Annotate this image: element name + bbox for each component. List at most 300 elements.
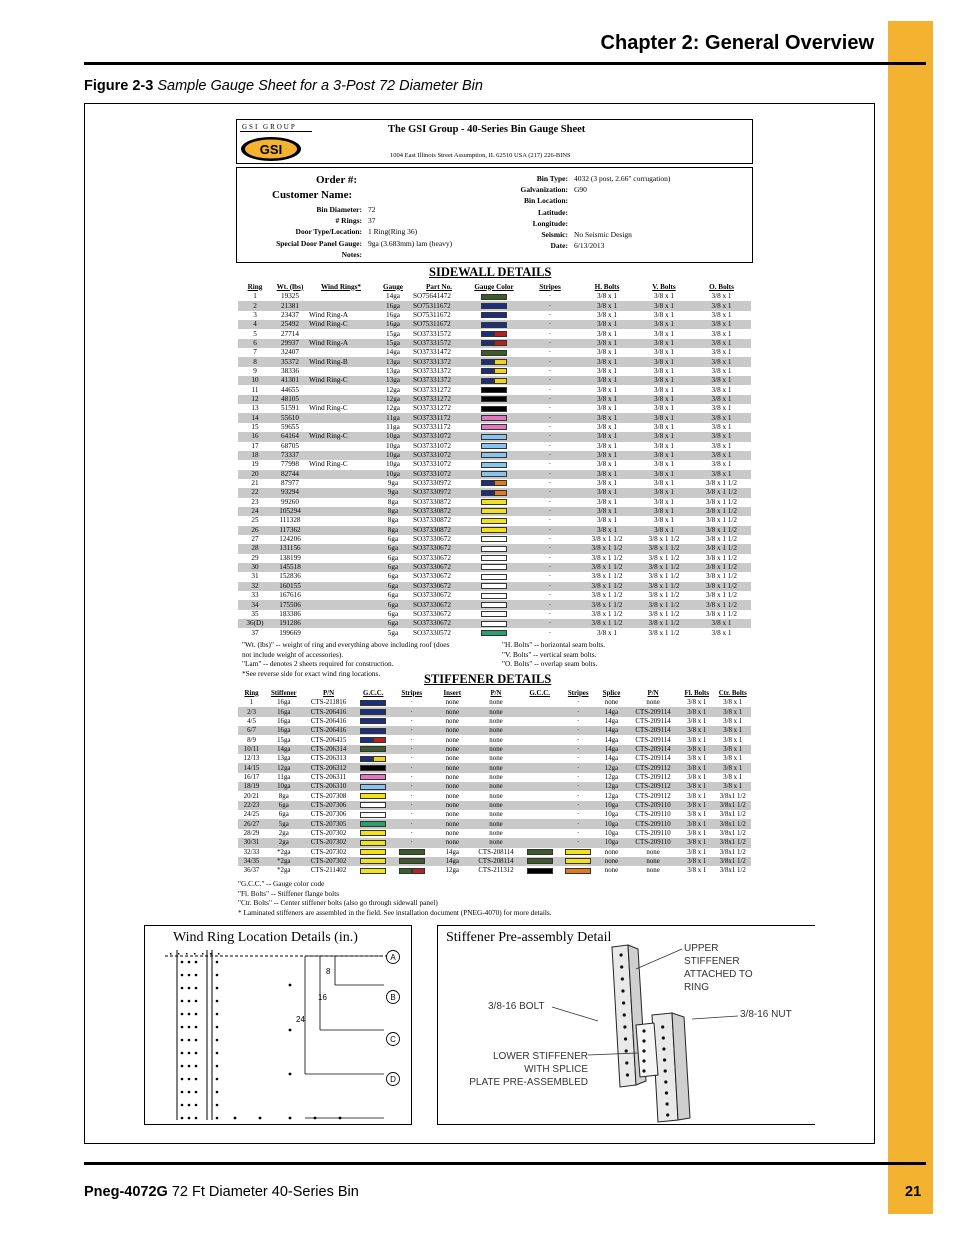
color-block	[481, 312, 507, 318]
gauge-color-swatch	[481, 330, 507, 338]
table-cell: 64164	[272, 432, 308, 441]
table-cell	[308, 451, 374, 460]
bolt-hole	[216, 961, 219, 964]
table-cell: SO37330972	[413, 479, 451, 488]
table-cell: ·	[548, 497, 552, 506]
table-cell	[519, 810, 561, 819]
table-cell: ·	[577, 755, 580, 763]
table-cell: 3/8 x 1 1/2	[648, 609, 680, 618]
table-cell: 12/13	[243, 755, 260, 763]
color-block	[494, 490, 507, 496]
table-cell: 26/27	[238, 819, 265, 828]
table-cell: ·	[548, 292, 552, 301]
table-cell: SO37331272	[413, 385, 451, 394]
gauge-color-swatch	[481, 470, 507, 478]
table-cell: 12ga	[386, 404, 400, 413]
table-cell: SO37330672	[413, 535, 451, 544]
bolt-hole	[188, 1117, 191, 1120]
table-cell: 3/8 x 1	[711, 366, 732, 375]
table-cell: ·	[410, 755, 413, 763]
table-row	[238, 385, 751, 394]
table-cell	[308, 479, 374, 488]
note-line: "G.C.C." -- Gauge color code	[238, 879, 325, 888]
table-cell: 2	[238, 301, 272, 310]
table-cell: CTS-206311	[310, 773, 347, 781]
column-header: Stiffener	[270, 689, 297, 697]
table-cell: 3/8 x 1 1/2	[692, 600, 751, 609]
table-cell: 12ga	[445, 867, 459, 875]
column-header: G.C.C.	[363, 689, 384, 697]
table-cell: 3/8 x 1	[679, 726, 714, 735]
table-cell: 6ga	[387, 535, 399, 544]
table-cell: CTS-207302	[310, 848, 347, 856]
table-cell	[466, 442, 522, 451]
figure-label: Figure 2-3	[84, 78, 154, 94]
table-cell: 11ga	[277, 773, 291, 781]
gauge-color-swatch	[481, 414, 507, 422]
table-row	[238, 838, 751, 847]
color-block	[481, 536, 507, 542]
stiffener-header-row	[238, 688, 751, 698]
table-cell: 3/8 x 1	[654, 292, 674, 301]
table-cell	[466, 507, 522, 516]
table-row	[238, 544, 751, 553]
table-cell: 8	[238, 357, 272, 366]
table-cell: SO37331072	[413, 460, 451, 469]
table-cell: 3/8 x 1 1/2	[706, 535, 737, 544]
table-cell	[466, 470, 522, 479]
gauge-color-swatch	[481, 619, 507, 627]
table-cell: CTS-206310	[303, 782, 355, 791]
bolt-hole	[216, 1052, 219, 1055]
order-field-value: 9ga (3.683mm) lam (heavy)	[368, 238, 453, 248]
table-cell	[308, 591, 374, 600]
table-cell: none	[646, 699, 660, 707]
table-cell: CTS-209110	[635, 829, 671, 837]
column-header: P/N	[322, 689, 335, 697]
table-cell: ·	[410, 736, 413, 744]
table-cell: none	[473, 763, 519, 772]
table-cell	[308, 516, 374, 525]
table-cell: ·	[522, 301, 578, 310]
table-cell	[355, 810, 392, 819]
table-cell	[519, 829, 561, 838]
table-cell	[355, 745, 392, 754]
table-cell: none	[489, 829, 503, 837]
table-cell: 3/8 x 1	[597, 366, 617, 375]
table-cell: 3/8 x 1	[597, 422, 617, 431]
color-block	[481, 546, 507, 552]
order-field-label: Date:	[550, 241, 568, 251]
gauge-color-swatch	[527, 858, 553, 865]
color-block	[360, 868, 386, 874]
table-cell: ·	[548, 460, 552, 469]
table-cell: 6ga	[278, 811, 289, 819]
table-cell: 29937	[272, 339, 308, 348]
table-cell: 3/8 x 1 1/2	[648, 628, 680, 637]
table-cell: 3/8 x 1 1/2	[692, 507, 751, 516]
table-row	[238, 572, 751, 581]
bolt-hole	[181, 1013, 184, 1016]
column-header: Insert	[443, 689, 462, 697]
bolt-hole	[625, 1061, 628, 1064]
table-cell: SO37331372	[412, 376, 466, 385]
table-row	[238, 735, 751, 744]
bolt-hole	[621, 977, 624, 980]
table-cell: CTS-209110	[627, 838, 679, 847]
bolt-hole	[181, 961, 184, 964]
table-cell: SO37331472	[413, 348, 451, 357]
table-cell: CTS-207308	[310, 792, 347, 800]
seam-hole	[218, 953, 220, 955]
table-cell: ·	[522, 507, 578, 516]
note-line: "O. Bolts" -- overlap seam bolts.	[502, 659, 598, 669]
note-line: "Lam" -- denotes 2 sheets required for construction.	[242, 659, 394, 669]
table-cell: 3/8 x 1	[636, 432, 692, 441]
order-details-left	[240, 204, 480, 260]
color-block	[481, 471, 507, 477]
order-field	[480, 229, 750, 240]
table-cell	[466, 376, 522, 385]
table-cell: none	[489, 699, 503, 707]
color-block	[481, 340, 494, 346]
order-field-value: 72	[368, 205, 376, 214]
table-cell: 3/8 x 1	[636, 470, 692, 479]
table-cell: SO37330872	[412, 526, 466, 535]
table-cell	[466, 544, 522, 553]
gauge-color-swatch	[360, 849, 386, 856]
bolt-hole	[623, 1013, 626, 1016]
table-row	[238, 301, 751, 310]
table-cell	[519, 866, 561, 875]
table-cell: 3/8 x 1 1/2	[636, 582, 692, 591]
gauge-color-swatch	[481, 367, 507, 375]
gauge-color-swatch	[360, 774, 386, 781]
table-cell: CTS-211816	[310, 699, 347, 707]
color-block	[399, 858, 425, 864]
color-block	[360, 858, 386, 864]
table-cell: 3/8 x 1	[636, 507, 692, 516]
table-cell: 3/8 x 1	[597, 310, 617, 319]
table-cell: 7	[253, 348, 257, 357]
table-cell: 4/5	[247, 717, 256, 725]
table-cell: 3/8 x 1 1/2	[648, 535, 680, 544]
sidewall-table	[238, 282, 751, 638]
table-cell: SO37330672	[413, 572, 451, 581]
color-block	[481, 462, 507, 468]
bolt-callout: 3/8-16 BOLT	[488, 1001, 545, 1012]
table-cell: *2ga	[277, 848, 291, 856]
table-cell: 10/11	[238, 745, 265, 754]
table-cell	[466, 479, 522, 488]
table-cell: CTS-206415	[310, 736, 347, 744]
gauge-color-swatch	[481, 498, 507, 506]
table-cell: 13	[251, 404, 259, 413]
gauge-color-swatch	[481, 507, 507, 515]
table-cell: 27714	[281, 329, 299, 338]
color-block	[481, 499, 507, 505]
note-line: "Fl. Bolts" -- Stiffener flange bolts	[238, 888, 340, 898]
table-cell: ·	[561, 763, 596, 772]
table-cell	[466, 600, 522, 609]
table-cell: 25	[251, 516, 259, 525]
table-cell: SO37330672	[413, 591, 451, 600]
stiffener-notes	[238, 879, 552, 917]
table-cell: CTS-209110	[627, 819, 679, 828]
bolt-hole	[195, 974, 198, 977]
gauge-color-swatch	[360, 737, 386, 744]
table-cell: ·	[392, 726, 432, 735]
color-block	[481, 415, 507, 421]
table-cell: SO37330672	[413, 553, 451, 562]
color-block	[360, 793, 386, 799]
table-cell: 3/8 x 1	[692, 470, 751, 479]
table-cell	[308, 367, 374, 376]
figure-caption	[84, 78, 483, 94]
table-cell: 15ga	[386, 329, 400, 338]
table-cell: ·	[548, 348, 552, 357]
table-cell: 10ga	[374, 470, 412, 479]
table-cell: 3/8 x 1	[636, 320, 692, 329]
table-cell: 16ga	[374, 301, 412, 310]
table-cell: Wind Ring-C	[308, 320, 374, 329]
table-cell	[466, 516, 522, 525]
table-cell: 2/3	[238, 707, 265, 716]
table-row	[238, 479, 751, 488]
table-cell: 4	[238, 320, 272, 329]
table-cell: none	[432, 801, 474, 810]
table-cell: 3/8 x 1	[692, 395, 751, 404]
table-cell: 68705	[281, 441, 299, 450]
table-cell: ·	[548, 479, 552, 488]
order-field-value: No Seismic Design	[574, 230, 632, 240]
table-cell: 5ga	[387, 628, 399, 637]
note-line: * Laminated stiffeners are assembled in the field. See installation document (PNEG-4070) for more details.	[238, 907, 552, 917]
column-header: Stripes	[567, 689, 589, 697]
gauge-color-swatch	[360, 802, 386, 809]
table-cell: 12ga	[604, 773, 619, 781]
wind-ring-location-diagram	[160, 948, 406, 1124]
table-cell: Wind Ring-C	[308, 432, 374, 441]
column-header: V. Bolts	[652, 282, 676, 291]
table-cell: ·	[548, 553, 552, 562]
color-block	[565, 858, 591, 864]
table-cell: 10ga	[596, 838, 627, 847]
table-cell: 2ga	[265, 838, 302, 847]
table-cell: 3/8 x 1	[679, 763, 714, 772]
table-cell: SO37331572	[412, 339, 466, 348]
color-block	[494, 359, 507, 365]
gauge-color-swatch	[481, 311, 507, 319]
gauge-color-swatch	[481, 610, 507, 618]
table-cell: 3/8 x 1 1/2	[636, 619, 692, 628]
color-block	[481, 331, 494, 337]
table-cell	[308, 535, 374, 544]
color-block	[494, 331, 507, 337]
table-row	[238, 451, 751, 460]
gauge-color-swatch	[565, 849, 591, 856]
table-row	[238, 857, 751, 866]
table-cell: CTS-209114	[635, 755, 671, 763]
logo-badge-text: GSI	[259, 142, 283, 157]
figure-caption-text: Sample Gauge Sheet for a 3-Post 72 Diameter Bin	[157, 78, 483, 94]
nut-callout: 3/8-16 NUT	[740, 1009, 792, 1020]
table-cell: 3/8 x 1 1/2	[706, 553, 737, 562]
bolt-hole	[195, 1117, 198, 1120]
table-row	[238, 619, 751, 628]
callout-line: ATTACHED TO	[684, 969, 753, 980]
column-header: G.C.C.	[529, 689, 550, 697]
table-cell: 3/8 x 1	[687, 717, 707, 725]
table-cell: 3/8 x 1	[578, 376, 636, 385]
table-cell: 24	[238, 507, 272, 516]
table-cell	[466, 395, 522, 404]
table-cell	[308, 413, 374, 422]
gauge-color-swatch	[360, 839, 386, 846]
bolt-hole	[181, 1117, 184, 1120]
gauge-color-swatch	[481, 451, 507, 459]
table-cell: SO75311672	[412, 320, 466, 329]
column-header: Splice	[602, 689, 621, 697]
table-cell	[392, 848, 432, 857]
table-cell: 14ga	[596, 707, 627, 716]
table-cell: 10ga	[386, 441, 400, 450]
color-block	[360, 840, 386, 846]
table-cell: 3/8 x 1	[711, 310, 732, 319]
table-row	[238, 810, 751, 819]
table-cell: ·	[548, 441, 552, 450]
gauge-color-swatch	[481, 591, 507, 599]
table-cell: 3/8 x 1	[711, 329, 732, 338]
table-cell: none	[473, 819, 519, 828]
table-cell: 5ga	[265, 819, 302, 828]
table-cell: 16/17	[243, 773, 260, 781]
table-cell: 3/8 x 1	[597, 460, 617, 469]
color-block	[481, 555, 507, 561]
table-row	[238, 782, 751, 791]
table-cell	[466, 320, 522, 329]
callout-line: STIFFENER	[684, 956, 740, 967]
table-cell: CTS-208114	[473, 857, 519, 866]
column-header: Wind Rings*	[320, 282, 361, 291]
table-cell: *2ga	[277, 867, 291, 875]
order-field	[480, 195, 750, 206]
table-cell: 31	[251, 572, 259, 581]
table-cell	[466, 619, 522, 628]
table-cell: 3/8 x 1 1/2	[578, 582, 636, 591]
table-cell	[519, 707, 561, 716]
table-cell: 21381	[272, 301, 308, 310]
color-block	[360, 802, 386, 808]
logo-text: GSI GROUP	[242, 123, 297, 131]
gauge-color-swatch	[481, 479, 507, 487]
table-cell	[519, 717, 561, 726]
table-cell: 3/8 x 1 1/2	[636, 544, 692, 553]
stiffener-details-title: STIFFENER DETAILS	[424, 672, 552, 686]
table-cell: 55610	[272, 413, 308, 422]
table-cell: 3/8 x 1	[714, 726, 751, 735]
table-cell	[466, 432, 522, 441]
table-cell: 38336	[281, 366, 299, 375]
table-row	[238, 563, 751, 572]
bolt-hole	[188, 1091, 191, 1094]
color-block	[412, 868, 425, 874]
table-cell: 3/8 x 1	[692, 339, 751, 348]
table-cell: Wind Ring-B	[308, 357, 374, 366]
bolt-hole	[289, 984, 292, 987]
table-cell: 3/8 x 1	[578, 339, 636, 348]
table-cell: ·	[410, 699, 413, 707]
table-cell: CTS-207305	[303, 819, 355, 828]
table-cell: 6ga	[387, 609, 399, 618]
table-cell: none	[489, 792, 503, 800]
ring-marker-label: D	[390, 1075, 396, 1084]
table-cell: 14ga	[445, 848, 459, 856]
order-field	[480, 184, 750, 195]
table-cell: 3/8 x 1	[654, 329, 674, 338]
color-block	[373, 756, 386, 762]
table-cell: 5	[253, 329, 257, 338]
table-cell	[308, 488, 374, 497]
table-cell: 3/8 x 1	[636, 395, 692, 404]
table-cell: 175506	[272, 600, 308, 609]
table-cell: none	[445, 755, 459, 763]
color-block	[360, 784, 386, 790]
table-cell	[466, 357, 522, 366]
bolt-hole	[642, 1049, 645, 1052]
table-cell: CTS-209114	[627, 726, 679, 735]
color-block	[481, 378, 494, 384]
table-cell	[519, 782, 561, 791]
table-row	[238, 707, 751, 716]
gauge-color-swatch	[565, 858, 591, 865]
table-cell: 3/8 x 1	[723, 736, 743, 744]
table-cell: 10ga	[265, 782, 302, 791]
table-cell: CTS-209112	[635, 773, 671, 781]
table-row	[238, 698, 751, 707]
table-cell: 15ga	[277, 736, 291, 744]
table-cell: ·	[561, 745, 596, 754]
note-line: *See reverse side for exact wind ring locations.	[242, 668, 381, 678]
table-cell	[355, 829, 392, 838]
gauge-color-swatch	[360, 858, 386, 865]
table-cell: ·	[522, 339, 578, 348]
table-cell: CTS-209112	[627, 782, 679, 791]
color-block	[481, 574, 507, 580]
table-cell: SO37331072	[412, 432, 466, 441]
table-cell: none	[445, 829, 459, 837]
table-cell: 3/8 x 1	[679, 707, 714, 716]
bolt-hole	[188, 1104, 191, 1107]
color-block	[481, 434, 507, 440]
table-cell	[308, 526, 374, 535]
bolt-hole	[664, 1080, 667, 1083]
table-cell: ·	[548, 310, 552, 319]
leader-line	[552, 1007, 598, 1021]
table-cell	[355, 698, 392, 707]
table-cell: 3/8 x 1	[679, 819, 714, 828]
table-row	[238, 516, 751, 525]
seam-hole	[186, 953, 188, 955]
column-header: Part No.	[426, 282, 452, 291]
column-header: Stripes	[539, 282, 561, 291]
table-cell: 9	[253, 366, 257, 375]
bolt-hole	[216, 987, 219, 990]
table-cell: ·	[522, 488, 578, 497]
table-cell: CTS-209114	[627, 745, 679, 754]
table-cell	[355, 838, 392, 847]
table-cell: 10ga	[374, 451, 412, 460]
